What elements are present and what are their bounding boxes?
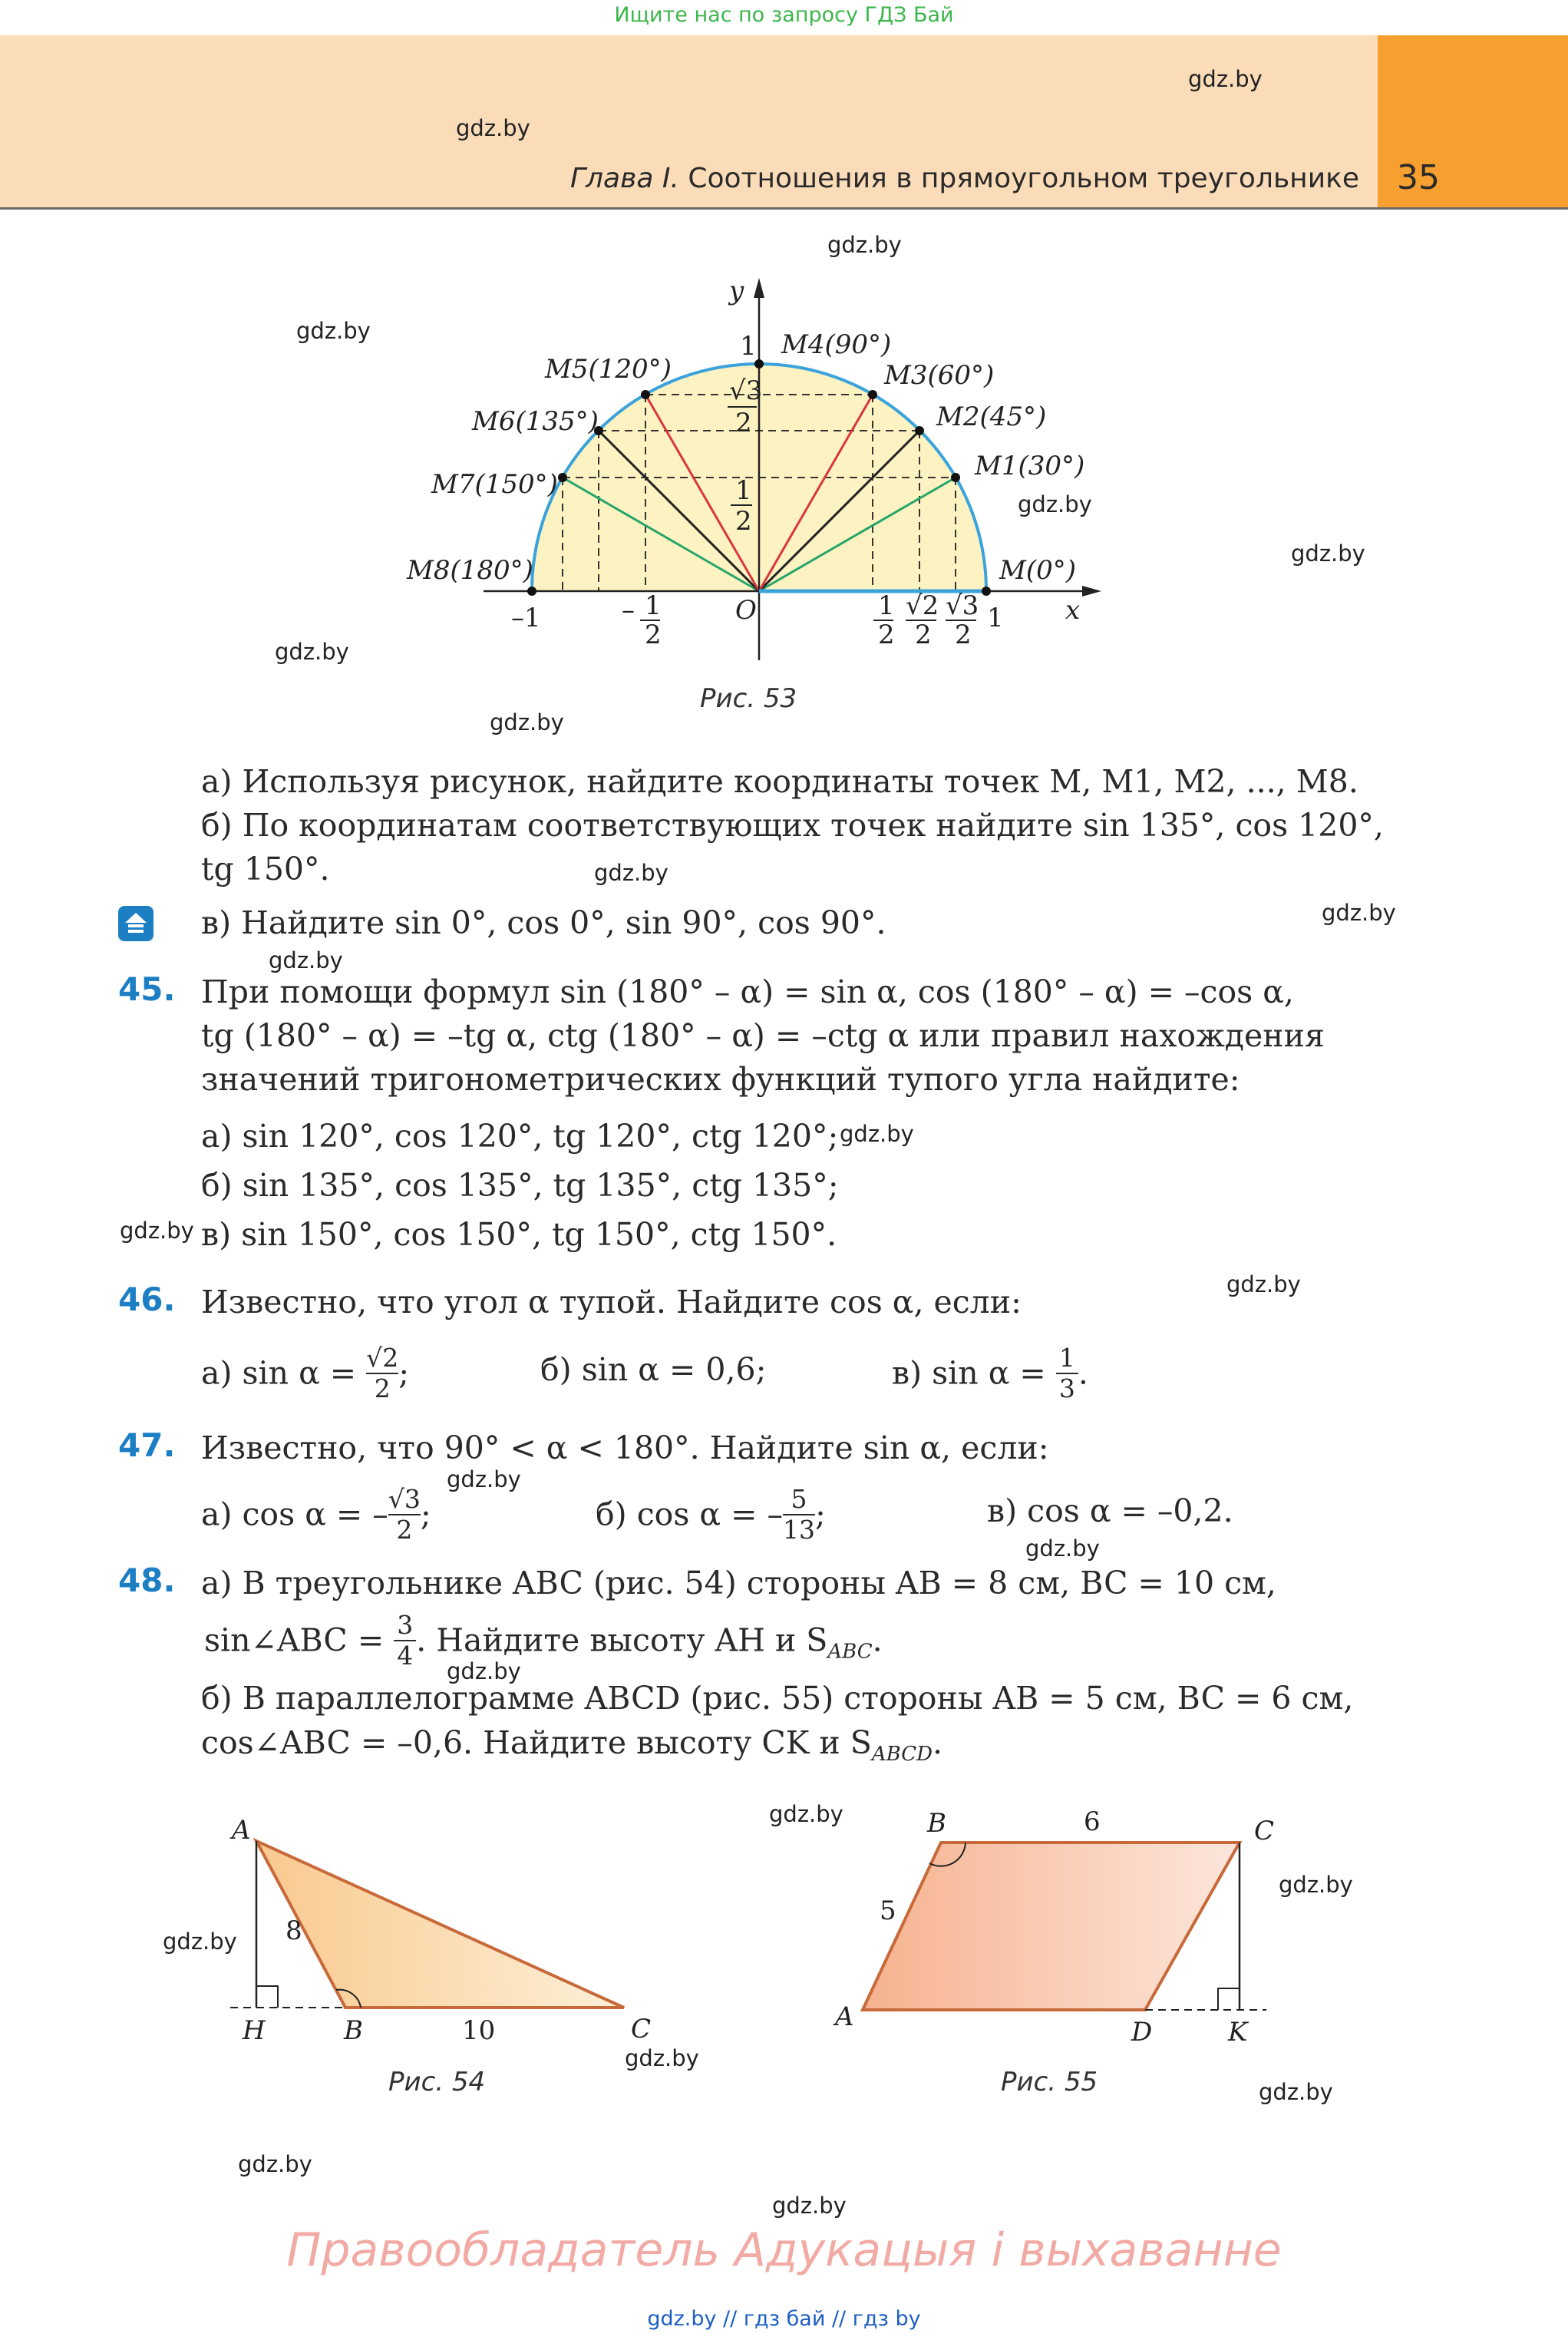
vertex-b: B <box>344 2015 363 2046</box>
problem44-part-c: в) Найдите sin 0°, cos 0°, sin 90°, cos 90°. <box>201 904 886 941</box>
vertex-k: K <box>1228 2017 1248 2048</box>
watermark: gdz.by <box>1188 66 1263 92</box>
point-label-m6: M6(135°) <box>472 406 599 437</box>
problem47-part-c: в) cos α = –0,2. <box>987 1492 1233 1529</box>
watermark: gdz.by <box>120 1218 194 1244</box>
point-label-m5: M5(120°) <box>545 354 672 385</box>
home-icon <box>118 906 153 941</box>
vertex-d: D <box>1131 2017 1153 2048</box>
bottom-links[interactable]: gdz.by // гдз бай // гдз by <box>647 2307 921 2331</box>
problem45-part-c: в) sin 150°, cos 150°, tg 150°, ctg 150°. <box>201 1216 837 1253</box>
problem48-part-b-line2: cos∠ABC = –0,6. Найдите высоту CK и $S_{ABCD}$. <box>201 1724 943 1767</box>
x-axis-label: x <box>1065 595 1081 626</box>
watermark: gdz.by <box>1226 1271 1301 1297</box>
origin-label: O <box>735 595 757 626</box>
svg-text:2: 2 <box>878 620 895 650</box>
figure-53-caption: Рис. 53 <box>700 683 797 714</box>
problem47-part-b: б) cos α = – $\frac{5}{13}$ ; <box>596 1484 826 1545</box>
problem48-number: 48. <box>118 1562 176 1599</box>
svg-text:1: 1 <box>735 475 752 506</box>
problem47-number: 47. <box>118 1426 176 1464</box>
problem48-part-a-line2: sin∠ABC = $\frac{3}{4}$ . Найдите высоту AH и $S_{ABC}$. <box>204 1610 883 1671</box>
problem44-part-b: б) По координатам соответствующих точек найдите sin 135°, cos 120°, <box>201 807 1384 844</box>
watermark: gdz.by <box>1279 1872 1353 1898</box>
point-label-m8: M8(180°) <box>407 555 533 586</box>
vertex-a: A <box>835 2001 854 2032</box>
y-axis-label: y <box>729 276 744 306</box>
side-bc-length: 6 <box>1084 1806 1101 1837</box>
tick-label-y-one: 1 <box>740 331 757 362</box>
svg-text:2: 2 <box>735 506 752 537</box>
problem47-part-a: а) cos α = – $\frac{√3}{2}$ ; <box>201 1484 431 1545</box>
watermark: gdz.by <box>447 1466 521 1492</box>
svg-text:2: 2 <box>955 620 972 650</box>
svg-text:√3: √3 <box>946 590 979 621</box>
watermark: gdz.by <box>594 860 668 886</box>
side-ab-length: 8 <box>286 1915 302 1946</box>
svg-text:2: 2 <box>735 408 752 438</box>
chapter-title <box>570 163 1359 194</box>
svg-text:1: 1 <box>878 590 895 621</box>
point-label-m4: M4(90°) <box>781 329 892 360</box>
watermark: gdz.by <box>447 1658 521 1684</box>
problem46-part-b: б) sin α = 0,6; <box>540 1351 767 1388</box>
problem46-part-c: в) sin α = $\frac{1}{3}$ . <box>892 1343 1088 1403</box>
tick-label-one: 1 <box>987 603 1004 633</box>
svg-text:2: 2 <box>645 620 662 650</box>
header-rule <box>0 207 1568 210</box>
page-number: 35 <box>1397 158 1440 197</box>
tick-label-minus-one: –1 <box>511 603 541 633</box>
vertex-c: C <box>631 2014 652 2044</box>
svg-text:1: 1 <box>645 590 662 621</box>
problem45-part-b: б) sin 135°, cos 135°, tg 135°, ctg 135°; <box>201 1167 839 1204</box>
watermark: gdz.by <box>1018 491 1092 517</box>
problem45-number: 45. <box>118 970 176 1008</box>
watermark: gdz.by <box>456 115 530 141</box>
point-label-m2: M2(45°) <box>936 402 1047 432</box>
vertex-c: C <box>1254 1816 1275 1846</box>
watermark: gdz.by <box>238 2151 312 2177</box>
watermark: gdz.by <box>772 2193 847 2219</box>
problem45-line1: При помощи формул sin (180° – α) = sin α, cos (180° – α) = –cos α, <box>201 973 1294 1010</box>
figure-53-unit-circle <box>368 261 1136 699</box>
watermark: gdz.by <box>769 1801 843 1827</box>
watermark: gdz.by <box>163 1929 237 1955</box>
figure-55-parallelogram <box>814 1796 1305 2057</box>
watermark: gdz.by <box>625 2045 699 2071</box>
watermark: gdz.by <box>275 639 349 665</box>
watermark: gdz.by <box>296 318 371 344</box>
problem46-part-a: а) sin α = $\frac{√2}{2}$ ; <box>201 1343 410 1403</box>
figure-54-triangle <box>215 1804 675 2057</box>
watermark: gdz.by <box>840 1121 914 1147</box>
problem48-part-a-line1: а) В треугольнике ABC (рис. 54) стороны AB = 8 см, BC = 10 см, <box>201 1565 1276 1601</box>
problem45-line3: значений тригонометрических функций тупого угла найдите: <box>201 1061 1240 1098</box>
watermark: gdz.by <box>1322 900 1396 926</box>
watermark: gdz.by <box>827 232 902 258</box>
parallelogram-abcd <box>863 1843 1240 2010</box>
watermark: gdz.by <box>1259 2079 1333 2105</box>
right-angle-mark <box>256 1986 278 2008</box>
problem46-text: Известно, что угол α тупой. Найдите cos α, если: <box>201 1284 1022 1320</box>
point-label-m7: M7(150°) <box>431 469 558 500</box>
svg-text:√2: √2 <box>906 590 939 621</box>
watermark: gdz.by <box>1291 540 1365 567</box>
figure-54-caption: Рис. 54 <box>388 2067 486 2097</box>
triangle-abc <box>256 1841 624 2008</box>
problem45-line2: tg (180° – α) = –tg α, ctg (180° – α) = –ctg α или правил нахождения <box>201 1017 1325 1054</box>
right-angle-mark <box>1218 1988 1240 2010</box>
chapter-prefix: Глава I. <box>569 163 679 194</box>
vertex-a: A <box>232 1815 251 1846</box>
watermark: gdz.by <box>490 709 564 735</box>
side-bc-length: 10 <box>462 2015 496 2046</box>
point-label-m1: M1(30°) <box>975 451 1085 481</box>
problem48-part-b-line1: б) В параллелограмме ABCD (рис. 55) стороны AB = 5 см, BC = 6 см, <box>201 1680 1354 1717</box>
svg-text:2: 2 <box>915 620 932 650</box>
point-label-m3: M3(60°) <box>884 360 995 391</box>
top-search-banner: Ищите нас по запросу ГДЗ Бай <box>614 3 954 27</box>
problem47-text: Известно, что 90° < α < 180°. Найдите sin α, если: <box>201 1429 1049 1466</box>
svg-text:–: – <box>622 595 635 626</box>
copyright-notice: Правообладатель Адукацыя і выхаванне <box>286 2223 1282 2277</box>
problem45-part-a: а) sin 120°, cos 120°, tg 120°, ctg 120°; <box>201 1118 839 1155</box>
chapter-name: Соотношения в прямоугольном треугольнике <box>688 163 1359 194</box>
problem44-part-a: а) Используя рисунок, найдите координаты точек M, M1, M2, ..., M8. <box>201 763 1358 800</box>
svg-text:√3: √3 <box>729 375 763 406</box>
problem44-part-b-cont: tg 150°. <box>201 851 330 887</box>
watermark: gdz.by <box>269 947 343 973</box>
point-label-m: M(0°) <box>999 555 1076 586</box>
figure-55-caption: Рис. 55 <box>1001 2067 1098 2097</box>
problem46-number: 46. <box>118 1281 176 1318</box>
watermark: gdz.by <box>1025 1535 1100 1562</box>
vertex-b: B <box>927 1808 946 1839</box>
side-ab-length: 5 <box>880 1895 896 1926</box>
vertex-h: H <box>243 2015 266 2046</box>
